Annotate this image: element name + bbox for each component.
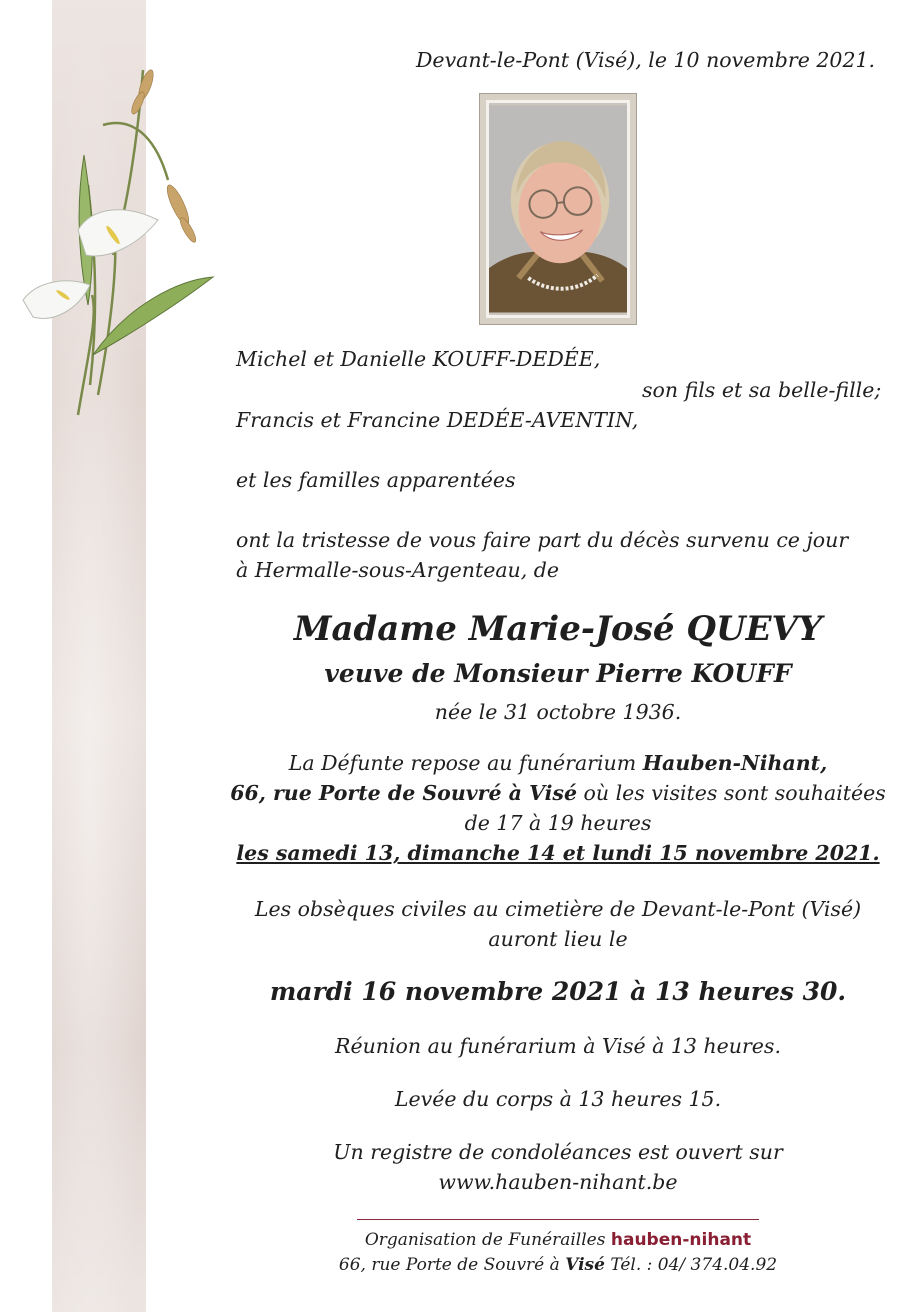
calla-lily-wheat-illustration [18,55,228,445]
deceased-name: Madame Marie-José QUEVY [293,609,823,649]
funeral-line-1: Les obsèques civiles au cimetière de Devant-le-Pont (Visé) [254,897,862,921]
portrait-frame [479,93,637,325]
portrait-icon [489,103,627,315]
footer-phone: Tél. : 04/ 374.04.92 [604,1255,778,1275]
portrait-photo [486,100,630,318]
condolence-register-url[interactable]: www.hauben-nihant.be [438,1170,678,1194]
place-date: Devant-le-Pont (Visé), le 10 novembre 2021. [416,48,876,72]
visitation-line-2 [208,778,908,808]
family-son: Michel et Danielle KOUFF-DEDÉE, [236,347,601,371]
visitation-intro: La Défunte repose au funérarium [288,751,643,775]
funeral-datetime: mardi 16 novembre 2021 à 13 heures 30. [269,977,847,1006]
condolence-register-line: Un registre de condoléances est ouvert sur [333,1140,783,1164]
announcement-line-2: à Hermalle-sous-Argenteau, de [236,558,560,582]
funeral-levee: Levée du corps à 13 heures 15. [394,1087,722,1111]
visitation-line-1 [208,748,908,778]
funeral-home-address: 66, rue Porte de Souvré à Visé [230,781,577,805]
footer-org-line [208,1227,908,1253]
funeral-meeting: Réunion au funérarium à Visé à 13 heures. [335,1034,781,1058]
footer-address-line [208,1252,908,1278]
footer-address: 66, rue Porte de Souvré à [338,1255,566,1275]
footer-brand-logo: hauben-nihant [610,1230,752,1250]
family-son-role: son fils et sa belle-fille; [642,378,882,402]
funeral-home-name: Hauben-Nihant, [642,751,828,775]
deceased-widow-of: veuve de Monsieur Pierre KOUFF [324,659,792,688]
announcement-line-1: ont la tristesse de vous faire part du décès survenu ce jour [236,528,849,552]
footer-org-label: Organisation de Funérailles [364,1230,611,1250]
family-sibling: Francis et Francine DEDÉE-AVENTIN, [236,408,639,432]
visitation-note: où les visites sont souhaitées [577,781,886,805]
visitation-hours: de 17 à 19 heures [464,811,652,835]
funeral-line-2: auront lieu le [488,927,628,951]
deceased-birth-date: née le 31 octobre 1936. [434,700,682,724]
family-relatives: et les familles apparentées [236,468,516,492]
visitation-dates: les samedi 13, dimanche 14 et lundi 15 novembre 2021. [236,841,880,865]
footer-divider [357,1219,759,1220]
footer-address-city: Visé [565,1255,605,1275]
